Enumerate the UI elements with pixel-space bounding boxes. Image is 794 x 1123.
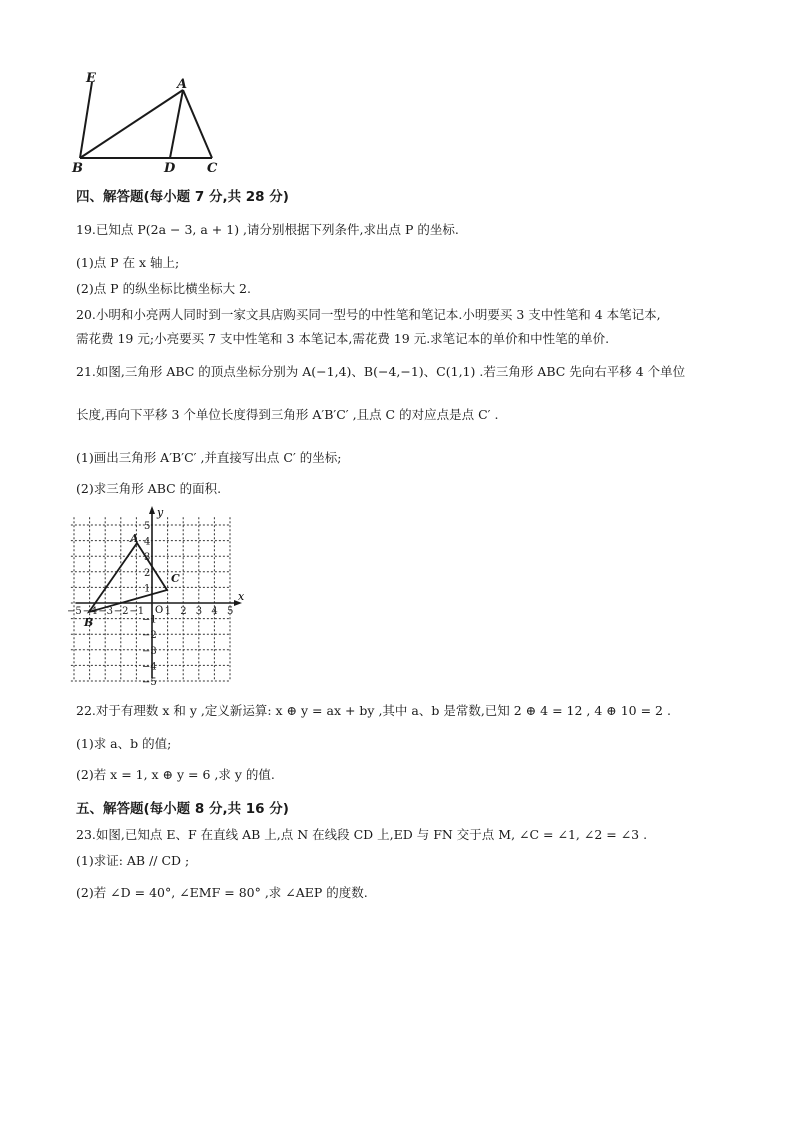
x-tick-label: −3	[98, 606, 113, 617]
q23-stem: 23.如图,已知点 E、F 在直线 AB 上,点 N 在线段 CD 上,ED 与 FN 交于点 M, ∠C = ∠1, ∠2 = ∠3 .	[76, 827, 648, 842]
q21-line1: 21.如图,三角形 ABC 的顶点坐标分别为 A(−1,4)、B(−4,−1)、C(1,1) .若三角形 ABC 先向右平移 4 个单位	[76, 364, 686, 379]
point-c-label: C	[171, 572, 180, 585]
q20-line2: 需花费 19 元;小亮要买 7 支中性笔和 3 本笔记本,需花费 19 元.求笔记本的单价和中性笔的单价.	[76, 331, 610, 346]
q23-part2: (2)若 ∠D = 40°, ∠EMF = 80° ,求 ∠AEP 的度数.	[76, 885, 368, 900]
label-a: A	[177, 77, 188, 92]
x-tick-label: −4	[82, 606, 98, 617]
y-tick-label: −4	[142, 661, 157, 673]
x-tick-label: −5	[67, 606, 82, 617]
label-d: D	[164, 161, 176, 176]
y-tick-label: −1	[142, 614, 157, 626]
x-tick-label: 4	[211, 606, 218, 617]
label-b: B	[72, 161, 83, 176]
section-four-heading: 四、解答题(每小题 7 分,共 28 分)	[76, 189, 289, 205]
q21-part2: (2)求三角形 ABC 的面积.	[76, 481, 222, 496]
q21-part1: (1)画出三角形 A′B′C′ ,并直接写出点 C′ 的坐标;	[76, 450, 342, 465]
y-tick-label: 2	[144, 567, 151, 579]
q21-line2: 长度,再向下平移 3 个单位长度得到三角形 A′B′C′ ,且点 C 的对应点是点 C′ .	[76, 407, 499, 422]
y-tick-label: −3	[142, 645, 157, 657]
point-b-label: B	[84, 616, 94, 629]
q22-stem: 22.对于有理数 x 和 y ,定义新运算: x ⊕ y = ax + by ,其中 a、b 是常数,已知 2 ⊕ 4 = 12 , 4 ⊕ 10 = 2 .	[76, 703, 671, 718]
q19-part1: (1)点 P 在 x 轴上;	[76, 255, 180, 270]
x-tick-label: 5	[227, 606, 234, 617]
x-tick-label: 3	[195, 606, 203, 617]
x-axis-label: x	[238, 590, 245, 603]
segment-ba	[80, 90, 183, 158]
y-tick-label: 1	[144, 583, 151, 595]
x-tick-label: 1	[164, 606, 171, 617]
y-tick-label: 5	[144, 521, 151, 532]
label-c: C	[207, 161, 218, 176]
y-tick-label: −2	[142, 630, 157, 642]
segment-be	[80, 82, 92, 158]
q20-line1: 20.小明和小亮两人同时到一家文具店购买同一型号的中性笔和笔记本.小明要买 3 支中性笔和 4 本笔记本,	[76, 307, 661, 322]
label-e: E	[86, 71, 96, 86]
point-a-label: A	[130, 532, 139, 545]
segment-ad	[170, 90, 183, 158]
q22-part2: (2)若 x = 1, x ⊕ y = 6 ,求 y 的值.	[76, 767, 275, 782]
y-axis-label: y	[157, 506, 164, 519]
origin-label: O	[155, 605, 164, 616]
q22-part1: (1)求 a、b 的值;	[76, 736, 172, 751]
x-tick-label: 2	[180, 606, 187, 617]
triangle-abc	[89, 543, 167, 612]
coordinate-grid-figure	[67, 506, 252, 688]
section-five-heading: 五、解答题(每小题 8 分,共 16 分)	[76, 801, 289, 817]
triangle-figure	[70, 70, 230, 180]
y-tick-label: 4	[144, 536, 151, 548]
y-tick-label: −5	[142, 677, 157, 688]
y-tick-label: 3	[144, 552, 151, 564]
x-tick-label: −1	[129, 606, 145, 617]
q19-part2: (2)点 P 的纵坐标比横坐标大 2.	[76, 281, 251, 296]
q19-stem: 19.已知点 P(2a − 3, a + 1) ,请分别根据下列条件,求出点 P 的坐标.	[76, 222, 459, 237]
x-tick-label: −2	[113, 606, 129, 617]
q23-part1: (1)求证: AB // CD ;	[76, 853, 190, 868]
y-axis-arrow	[149, 506, 155, 514]
segment-ac	[183, 90, 212, 158]
